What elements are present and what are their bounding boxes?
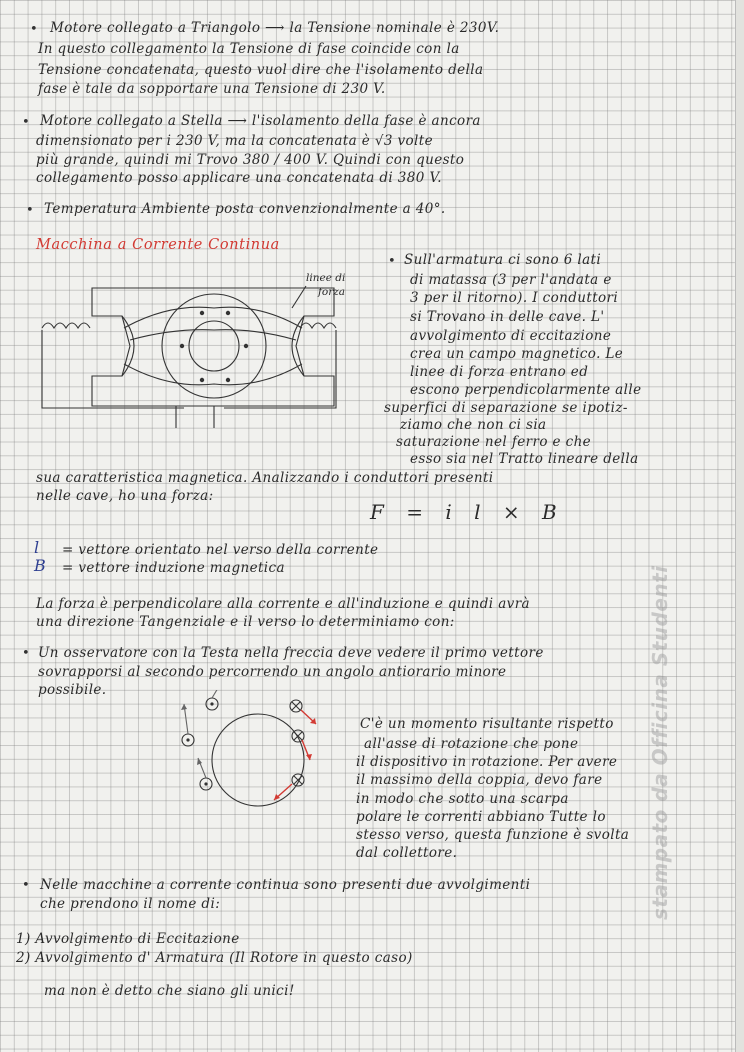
legend-symbol-l: l	[34, 538, 40, 557]
legend-text-b: = vettore induzione magnetica	[62, 560, 285, 576]
text-line: superfici di separazione se ipotiz-	[384, 400, 628, 416]
text-line: 3 per il ritorno). I conduttori	[410, 290, 619, 306]
text-line: Motore collegato a Stella ⟶ l'isolamento della fase è ancora	[40, 113, 481, 129]
text-line: il massimo della coppia, devo fare	[356, 772, 603, 788]
bullet-3: •	[26, 203, 34, 218]
text-line: fase è tale da sopportare una Tensione di 230 V.	[38, 81, 386, 97]
text-line: nelle cave, ho una forza:	[36, 488, 214, 504]
text-line: polare le correnti abbiano Tutte lo	[356, 809, 606, 825]
text-line: di matassa (3 per l'andata e	[410, 272, 612, 288]
text-line: C'è un momento risultante rispetto	[360, 716, 614, 732]
text-line: ziamo che non ci sia	[400, 417, 547, 433]
text-line: saturazione nel ferro e che	[396, 434, 592, 450]
text-line: una direzione Tangenziale e il verso lo determiniamo con:	[36, 614, 455, 630]
text-line: all'asse di rotazione che pone	[364, 736, 579, 752]
text-line: dimensionato per i 230 V, ma la concatenata è √3 volte	[36, 133, 433, 149]
field-lines-label-2: forza	[318, 286, 346, 298]
list-item: 1) Avvolgimento di Eccitazione	[16, 931, 240, 947]
text-line: Un osservatore con la Testa nella freccia deve vedere il primo vettore	[38, 645, 544, 661]
field-lines-label-1: linee di	[306, 272, 346, 284]
force-formula: F = i l × B	[370, 500, 565, 524]
text-line: dal collettore.	[356, 845, 458, 861]
list-item: 2) Avvolgimento d' Armatura (Il Rotore in questo caso)	[16, 950, 413, 966]
text-line: Sull'armatura ci sono 6 lati	[404, 252, 602, 268]
text-line: si Trovano in delle cave. L'	[410, 309, 605, 325]
closing-remark: ma non è detto che siano gli unici!	[44, 983, 295, 999]
text-line: escono perpendicolarmente alle	[410, 382, 642, 398]
text-line: esso sia nel Tratto lineare della	[410, 451, 639, 467]
legend-text-l: = vettore orientato nel verso della corrente	[62, 542, 379, 558]
text-line: collegamento posso applicare una concatenata di 380 V.	[36, 170, 442, 186]
bullet-2: •	[22, 115, 30, 130]
bullet-1: •	[30, 22, 38, 37]
rotor-force-diagram	[170, 690, 330, 830]
text-line: In questo collegamento la Tensione di fase coincide con la	[38, 41, 460, 57]
bullet-5: •	[22, 646, 30, 661]
text-line: in modo che sotto una scarpa	[356, 791, 569, 807]
legend-symbol-b: B	[34, 556, 47, 575]
notebook-binding-edge	[735, 0, 744, 1052]
text-line: crea un campo magnetico. Le	[410, 346, 624, 362]
bullet-6: •	[22, 878, 30, 893]
text-line: stesso verso, questa funzione è svolta	[356, 827, 630, 843]
text-line: Nelle macchine a corrente continua sono presenti due avvolgimenti	[40, 877, 531, 893]
text-line: Temperatura Ambiente posta convenzionalmente a 40°.	[44, 201, 446, 217]
watermark: stampato da Officina Studenti	[648, 565, 672, 920]
text-line: linee di forza entrano ed	[410, 364, 589, 380]
text-line: il dispositivo in rotazione. Per avere	[356, 754, 618, 770]
text-line: Tensione concatenata, questo vuol dire che l'isolamento della	[38, 62, 484, 78]
text-line: Motore collegato a Triangolo ⟶ la Tensione nominale è 230V.	[50, 20, 500, 36]
text-line: possibile.	[38, 682, 107, 698]
text-line: sua caratteristica magnetica. Analizzando i conduttori presenti	[36, 470, 494, 486]
text-line: che prendono il nome di:	[40, 896, 221, 912]
text-line: La forza è perpendicolare alla corrente e all'induzione e quindi avrà	[36, 596, 530, 612]
text-line: più grande, quindi mi Trovo 380 / 400 V. Quindi con questo	[36, 152, 465, 168]
text-line: avvolgimento di eccitazione	[410, 328, 612, 344]
section-heading: Macchina a Corrente Continua	[36, 237, 280, 253]
bullet-4: •	[388, 254, 396, 269]
text-line: sovrapporsi al secondo percorrendo un angolo antiorario minore	[38, 664, 507, 680]
